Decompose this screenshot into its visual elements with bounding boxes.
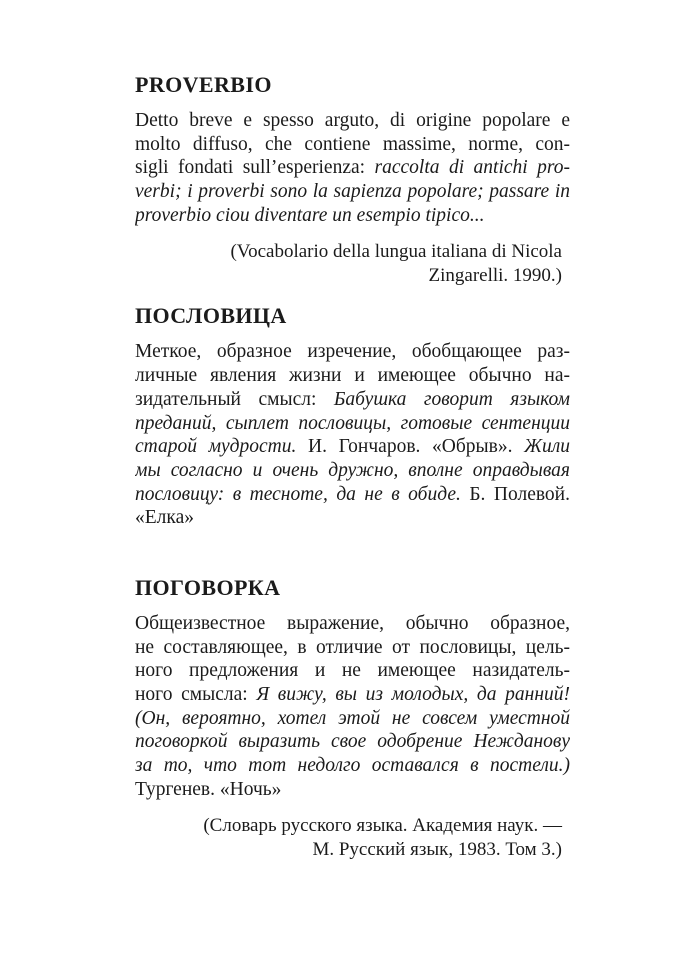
text-line xyxy=(135,156,570,180)
text-run: Общеизвестное выражение, обычно образное, xyxy=(135,612,570,634)
citation-line: Zingarelli. 1990.) xyxy=(428,264,562,286)
text-run: не составляющее, в отличие от пословицы, цель- xyxy=(135,636,570,658)
italic-text-run: Жили xyxy=(524,436,570,458)
text-line xyxy=(135,636,570,660)
citation-line: (Словарь русского языка. Академия наук. — xyxy=(203,815,562,837)
text-line xyxy=(135,683,570,707)
section-heading-pogovorka: ПОГОВОРКА xyxy=(135,574,281,600)
section-heading-proverbio: PROVERBIO xyxy=(135,72,272,97)
italic-text-run: мы согласно и очень дружно, вполне оправдывая xyxy=(135,459,570,481)
text-run: Б. Полевой. xyxy=(469,483,570,505)
section-heading-poslovitsa: ПОСЛОВИЦА xyxy=(135,303,287,329)
italic-text-run: пословицу: в тесноте, да не в обиде. xyxy=(135,483,470,505)
italic-text-run: старой мудрости. xyxy=(135,436,309,458)
italic-text-run: proverbio ciou diventare un esempio tipico... xyxy=(135,204,485,226)
italic-text-run: verbi; i proverbi sono la sapienza popolare; passare in xyxy=(135,181,570,203)
source-citation-pogovorka xyxy=(135,814,570,861)
text-line xyxy=(135,109,570,133)
section-proverbio xyxy=(135,72,570,287)
source-citation-proverbio xyxy=(135,240,570,287)
text-line xyxy=(135,388,570,412)
text-line xyxy=(135,778,570,802)
text-run: «Елка» xyxy=(135,507,194,529)
text-line xyxy=(135,754,570,778)
section-poslovitsa xyxy=(135,303,570,530)
text-line xyxy=(135,707,570,731)
page-content xyxy=(135,0,570,861)
italic-text-run: преданий, сыплет пословицы, готовые сентенции xyxy=(135,412,570,434)
text-run: Тургенев. «Ночь» xyxy=(135,778,282,800)
text-line xyxy=(135,506,570,530)
citation-line: (Vocabolario della lungua italiana di Nicola xyxy=(230,241,562,263)
text-line xyxy=(135,340,570,364)
italic-text-run: Бабушка говорит языком xyxy=(333,388,570,410)
italic-text-run: raccolta di antichi pro- xyxy=(374,157,570,179)
definition-paragraph-proverbio xyxy=(135,109,570,227)
text-run: molto diffuso, che contiene massime, norme, con- xyxy=(135,133,570,155)
citation-line: М. Русский язык, 1983. Том 3.) xyxy=(312,838,562,860)
text-line xyxy=(135,412,570,436)
text-line xyxy=(135,483,570,507)
text-run: личные явления жизни и имеющее обычно на- xyxy=(135,365,570,387)
text-line xyxy=(135,659,570,683)
definition-paragraph-poslovitsa xyxy=(135,340,570,530)
text-line xyxy=(135,364,570,388)
text-line xyxy=(135,204,570,228)
italic-text-run: за то, что тот недолго оставался в постели.) xyxy=(135,755,570,777)
text-run: Detto breve e spesso arguto, di origine popolare e xyxy=(135,110,570,131)
text-line xyxy=(135,612,570,636)
section-pogovorka xyxy=(135,575,570,862)
text-run: И. Гончаров. «Обрыв». xyxy=(308,436,525,458)
text-run: ного смысла: xyxy=(135,684,257,705)
definition-paragraph-pogovorka xyxy=(135,612,570,802)
italic-text-run: поговоркой выразить свое одобрение Нежданову xyxy=(135,731,570,753)
text-line xyxy=(135,435,570,459)
text-run: Меткое, образное изречение, обобщающее раз- xyxy=(135,341,570,363)
text-run: sigli fondati sull’esperienza: xyxy=(135,157,375,179)
text-run: ного предложения и не имеющее назидатель- xyxy=(135,660,570,682)
text-line xyxy=(135,730,570,754)
italic-text-run: Я вижу, вы из молодых, да ранний! xyxy=(256,684,570,705)
text-line xyxy=(135,459,570,483)
text-line xyxy=(135,180,570,204)
italic-text-run: (Он, вероятно, хотел этой не совсем уместной xyxy=(135,707,570,729)
text-line xyxy=(135,133,570,157)
text-run: зидательный смысл: xyxy=(135,388,334,410)
